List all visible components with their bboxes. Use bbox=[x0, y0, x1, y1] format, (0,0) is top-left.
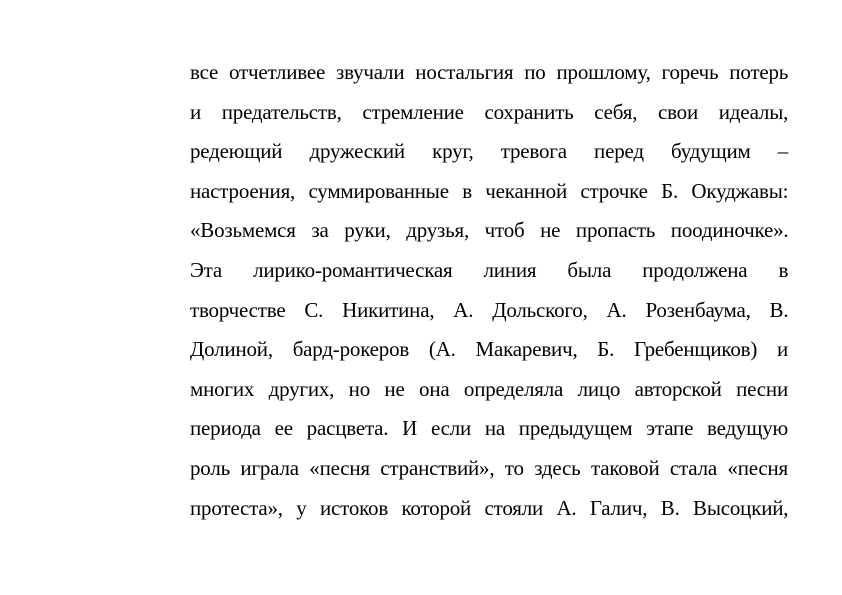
text-line-1: все отчетливее звучали ностальгия по прошлому, горечь потерь bbox=[190, 60, 789, 84]
text-line-3: редеющий дружеский круг, тревога перед будущим – bbox=[190, 139, 789, 164]
text-line-2: и предательств, стремление сохранить себя, свои идеалы, bbox=[190, 99, 789, 124]
text-line-12: протеста», у истоков которой стояли А. Галич, В. Высоцкий, bbox=[190, 495, 789, 520]
text-line-11: роль играла «песня странствий», то здесь таковой стала «песня bbox=[190, 455, 788, 480]
body-text bbox=[190, 53, 788, 528]
text-line-9: многих других, но не она определяла лицо авторской песни bbox=[190, 376, 788, 401]
text-line-8: Долиной, бард-рокеров (А. Макаревич, Б. Гребенщиков) и bbox=[190, 337, 788, 362]
text-line-4: настроения, суммированные в чеканной строчке Б. Окуджавы: bbox=[190, 178, 789, 203]
text-line-7: творчестве С. Никитина, А. Дольского, А. Розенбаума, В. bbox=[190, 297, 789, 322]
text-line-5: «Возьмемся за руки, друзья, чтоб не пропасть поодиночке». bbox=[190, 218, 789, 243]
text-line-6: Эта лирико-романтическая линия была продолжена в bbox=[190, 257, 789, 282]
text-line-10: периода ее расцвета. И если на предыдущем этапе ведущую bbox=[190, 416, 788, 441]
